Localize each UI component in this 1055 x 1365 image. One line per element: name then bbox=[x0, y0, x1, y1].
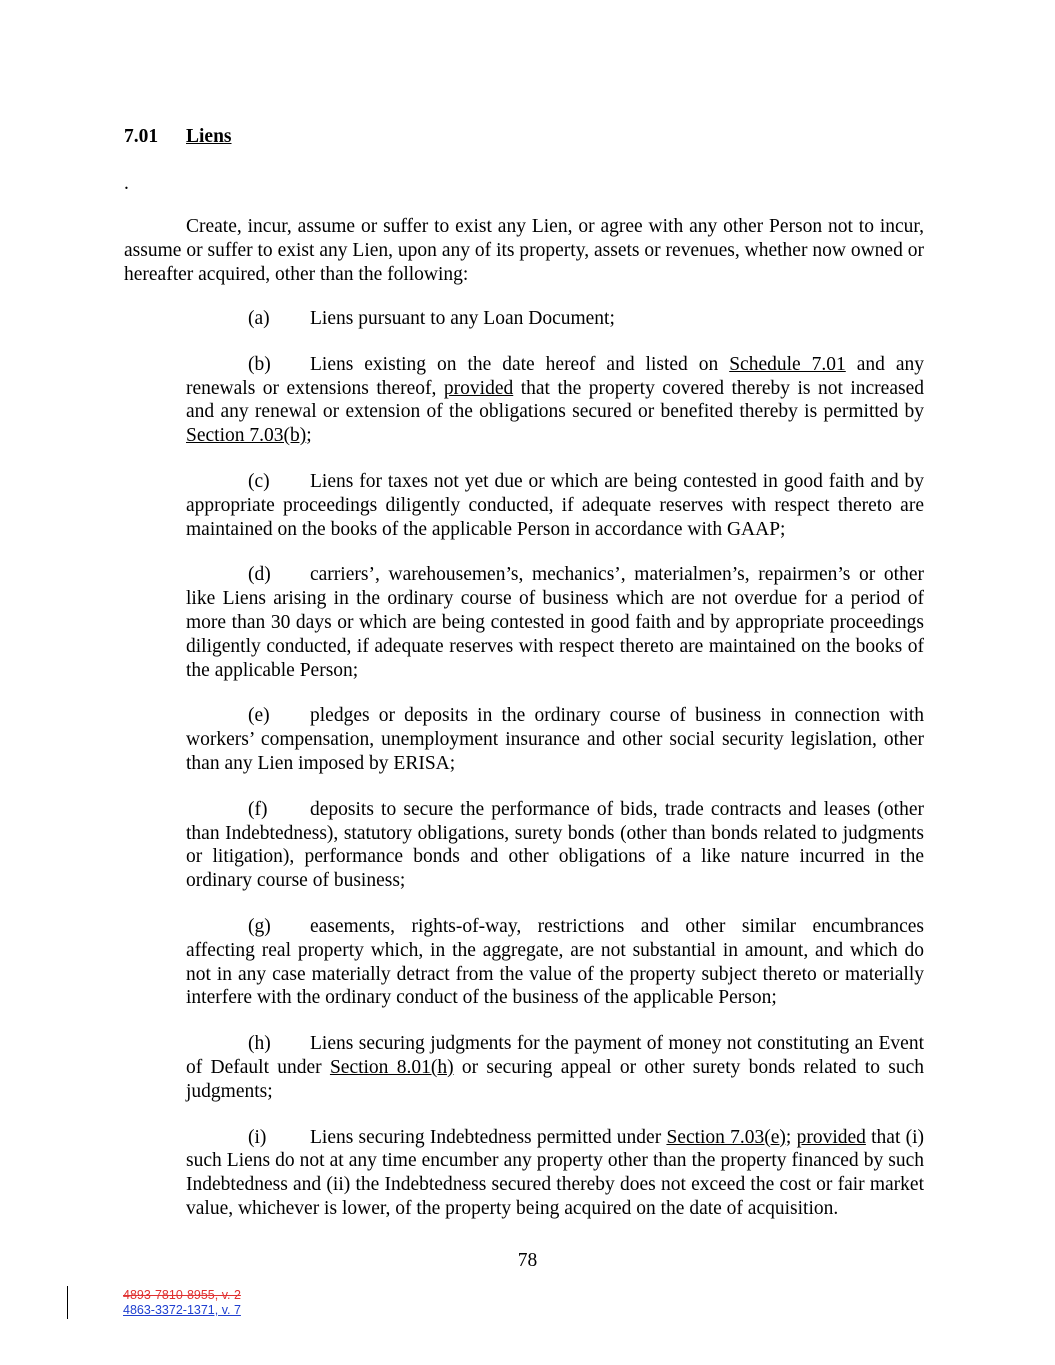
list-item-d bbox=[186, 563, 924, 682]
list-item-f bbox=[186, 798, 924, 893]
list-item-a bbox=[186, 307, 924, 331]
item-text: ; bbox=[785, 1126, 797, 1148]
item-text: deposits to secure the performance of bids, trade contracts and leases (other than Indebtedness), statutory obligations, surety bonds (other than bonds related to judgments or litigation), performance bonds and other obligations of a like nature incurred in the ordinary course of business; bbox=[186, 798, 924, 892]
lien-list bbox=[186, 307, 924, 1243]
cross-reference: Schedule 7.01 bbox=[729, 353, 846, 375]
cross-reference: Section 7.03(e) bbox=[666, 1126, 786, 1148]
item-label: (i) bbox=[248, 1126, 267, 1148]
item-text: that (i) such Liens do not at any time encumber any property other than the property financed by such Indebtedness and (ii) the Indebtedness secured thereby does not exceed the cost or fair market value, whichever is lower, of the property being acquired on the date of acquisition. bbox=[186, 1126, 924, 1219]
cross-reference: Section 8.01(h) bbox=[329, 1056, 454, 1078]
list-item-g bbox=[186, 915, 924, 1010]
item-text: pledges or deposits in the ordinary course of business in connection with workers’ compensation, unemployment insurance and other social security legislation, other than any Lien imposed by ERISA; bbox=[186, 705, 924, 774]
item-label: (a) bbox=[248, 308, 270, 329]
inserted-doc-id: 4863-3372-1371, v. 7 bbox=[123, 1303, 241, 1317]
item-label: (g) bbox=[248, 915, 271, 937]
list-item-h bbox=[186, 1032, 924, 1103]
item-label: (b) bbox=[248, 353, 271, 375]
item-text: and any renewals or extensions thereof, bbox=[186, 353, 924, 399]
item-text: Liens securing Indebtedness permitted under bbox=[310, 1126, 667, 1148]
intro-paragraph: Create, incur, assume or suffer to exist any Lien, or agree with any other Person not to incur, assume or suffer to exist any Lien, upon any of its property, assets or revenues, whether now owned or hereafter acquired, other than the following: bbox=[124, 216, 924, 285]
item-text: ; bbox=[306, 425, 312, 447]
item-label: (e) bbox=[248, 705, 270, 727]
item-text: that the property covered thereby is not increased and any renewal or extension of the obligations secured or benefited thereby is permitted by bbox=[186, 377, 924, 423]
item-text: Liens existing on the date hereof and listed on bbox=[310, 353, 730, 375]
list-item-i bbox=[186, 1126, 924, 1221]
item-label: (h) bbox=[248, 1033, 271, 1055]
cross-reference: Section 7.03(b) bbox=[186, 425, 307, 447]
section-title: Liens bbox=[186, 126, 232, 147]
deleted-doc-id: 4893-7810-8955, v. 2 bbox=[123, 1288, 241, 1302]
item-text: Liens securing judgments for the payment of money not constituting an Event of Default under bbox=[186, 1033, 924, 1078]
section-heading bbox=[124, 124, 232, 150]
stray-period: . bbox=[124, 173, 129, 194]
item-text: Liens pursuant to any Loan Document; bbox=[310, 308, 615, 329]
item-text: easements, rights-of-way, restrictions and other similar encumbrances affecting real property which, in the aggregate, are not substantial in amount, and which do not in any case materially detract from the value of the property subject thereto or materially interfere with the ordinary conduct of the business of the applicable Person; bbox=[186, 915, 924, 1009]
item-label: (d) bbox=[248, 564, 271, 586]
page-number: 78 bbox=[517, 1250, 538, 1271]
list-item-e bbox=[186, 704, 924, 775]
proviso-term: provided bbox=[443, 377, 514, 399]
document-id-footer bbox=[123, 1288, 241, 1318]
item-text: carriers’, warehousemen’s, mechanics’, materialmen’s, repairmen’s or other like Liens arising in the ordinary course of business which are not overdue for a period of more than 30 days or which are being contested in good faith and by appropriate proceedings diligently conducted, if adequate reserves with respect thereto are maintained on the books of the applicable Person; bbox=[186, 564, 924, 681]
change-bar bbox=[67, 1286, 68, 1319]
list-item-b bbox=[186, 353, 924, 448]
item-text: Liens for taxes not yet due or which are being contested in good faith and by appropriate proceedings diligently conducted, if adequate reserves with respect thereto are maintained on the books of the applicable Person in accordance with GAAP; bbox=[186, 470, 924, 540]
item-label: (c) bbox=[248, 470, 270, 492]
item-text: or securing appeal or other surety bonds related to such judgments; bbox=[186, 1056, 924, 1102]
section-number: 7.01 bbox=[124, 126, 159, 147]
list-item-c bbox=[186, 470, 924, 541]
proviso-term: provided bbox=[796, 1126, 866, 1148]
item-label: (f) bbox=[248, 798, 268, 820]
